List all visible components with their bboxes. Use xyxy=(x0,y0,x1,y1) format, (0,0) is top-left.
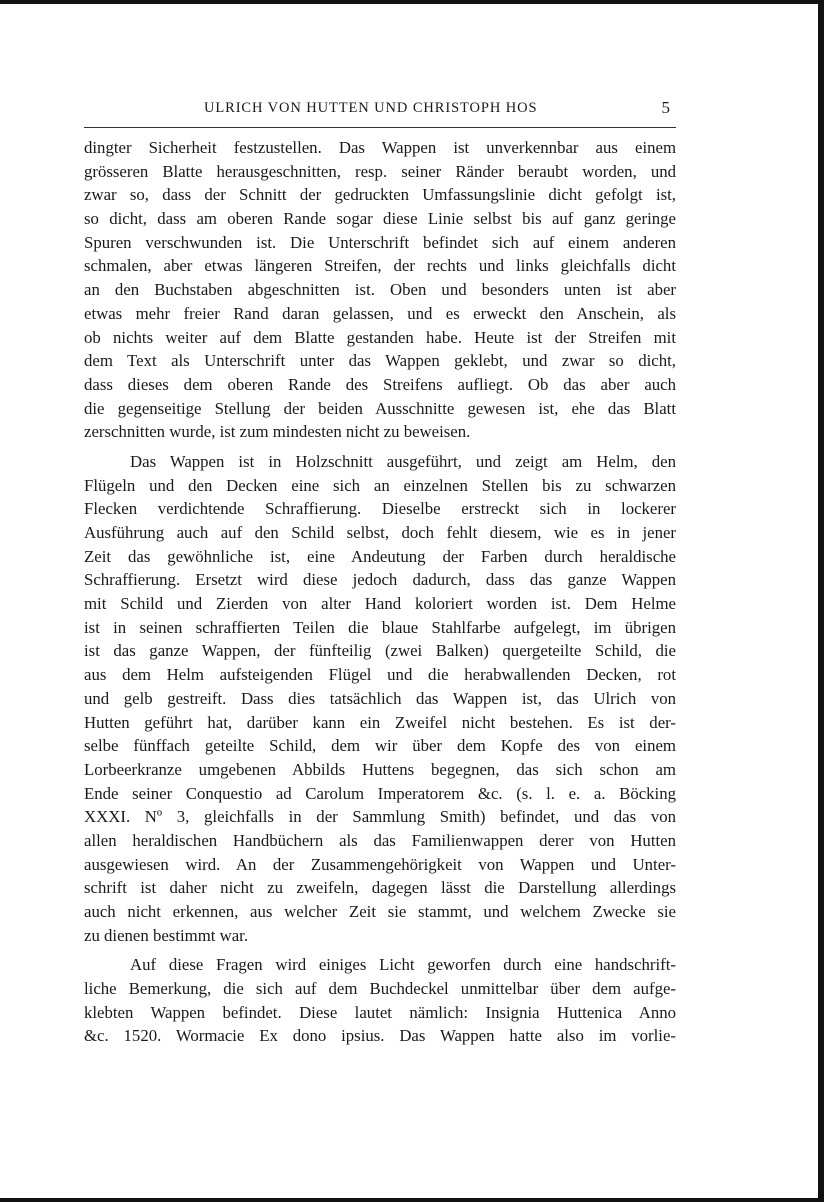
text-line: ausgewiesen wird. An der Zusammengehörigkeit von Wappen und Unter- xyxy=(84,854,676,874)
text-line: Schraffierung. Ersetzt wird diese jedoch dadurch, dass das ganze Wappen xyxy=(84,570,676,590)
scan-border-top xyxy=(0,0,824,4)
body-text xyxy=(84,136,676,1048)
text-line: so dicht, dass am oberen Rande sogar diese Linie selbst bis auf ganz geringe xyxy=(84,209,676,229)
text-line: Zeit das gewöhnliche ist, eine Andeutung der Farben durch heraldische xyxy=(84,546,676,566)
text-line: zu dienen bestimmt war. xyxy=(84,925,249,945)
text-line: grösseren Blatte herausgeschnitten, resp. seiner Ränder beraubt worden, und xyxy=(84,161,676,181)
text-line: dem Text als Unterschrift unter das Wappen geklebt, und zwar so dicht, xyxy=(84,351,676,371)
text-line: zwar so, dass der Schnitt der gedruckten Umfassungslinie dicht gefolgt ist, xyxy=(84,185,676,205)
text-line: Spuren verschwunden ist. Die Unterschrift befindet sich auf einem anderen xyxy=(84,232,676,252)
page-number: 5 xyxy=(661,98,670,117)
text-line: an den Buchstaben abgeschnitten ist. Oben und besonders unten ist aber xyxy=(84,280,676,300)
text-line: schrift ist daher nicht zu zweifeln, dagegen lässt die Darstellung allerdings xyxy=(84,878,676,898)
text-line: aus dem Helm aufsteigenden Flügel und die herabwallenden Decken, rot xyxy=(84,665,676,685)
text-line: die gegenseitige Stellung der beiden Ausschnitte gewesen ist, ehe das Blatt xyxy=(84,398,676,418)
scan-border-right xyxy=(818,0,824,1202)
paragraph-1 xyxy=(84,136,676,444)
header-rule xyxy=(84,127,676,128)
text-line: etwas mehr freier Rand daran gelassen, und es erweckt den Anschein, als xyxy=(84,303,676,323)
text-line: Auf diese Fragen wird einiges Licht geworfen durch eine handschrift- xyxy=(130,955,676,975)
text-line: zerschnitten wurde, ist zum mindesten nicht zu beweisen. xyxy=(84,422,471,442)
text-line: Ausführung auch auf den Schild selbst, doch fehlt diesem, wie es in jener xyxy=(84,523,676,542)
text-line: auch nicht erkennen, aus welcher Zeit sie stammt, und welchem Zwecke sie xyxy=(84,902,676,921)
text-line: liche Bemerkung, die sich auf dem Buchdeckel unmittelbar über dem aufge- xyxy=(84,979,676,999)
text-line: mit Schild und Zierden von alter Hand koloriert worden ist. Dem Helme xyxy=(84,594,676,614)
text-line: &c. 1520. Wormacie Ex dono ipsius. Das Wappen hatte also im vorlie- xyxy=(84,1026,676,1046)
text-line: ob nichts weiter auf dem Blatte gestanden habe. Heute ist der Streifen mit xyxy=(84,327,676,347)
running-header xyxy=(84,98,676,124)
paragraph-2 xyxy=(84,450,676,947)
text-line: Hutten geführt hat, darüber kann ein Zweifel nicht bestehen. Es ist der- xyxy=(84,712,676,732)
text-line: dingter Sicherheit festzustellen. Das Wappen ist unverkennbar aus einem xyxy=(84,138,676,157)
text-line: und gelb gestreift. Dass dies tatsächlich das Wappen ist, das Ulrich von xyxy=(84,688,676,708)
text-line: Flügeln und den Decken eine sich an einzelnen Stellen bis zu schwarzen xyxy=(84,475,676,495)
text-line: Lorbeerkranze umgebenen Abbilds Huttens begegnen, das sich schon am xyxy=(84,759,676,779)
text-line: ist das ganze Wappen, der fünfteilig (zwei Balken) quergeteilte Schild, die xyxy=(84,641,676,661)
text-line: Das Wappen ist in Holzschnitt ausgeführt, und zeigt am Helm, den xyxy=(130,451,676,471)
text-line: ist in seinen schraffierten Teilen die blaue Stahlfarbe aufgelegt, im übrigen xyxy=(84,617,676,637)
text-line: XXXI. Nº 3, gleichfalls in der Sammlung Smith) befindet, und das von xyxy=(84,807,676,827)
text-line: Ende seiner Conquestio ad Carolum Imperatorem &c. (s. l. e. a. Böcking xyxy=(84,783,676,803)
text-line: dass dieses dem oberen Rande des Streifens aufliegt. Ob das aber auch xyxy=(84,374,676,394)
scan-border-bottom xyxy=(0,1198,824,1202)
running-title: ULRICH VON HUTTEN UND CHRISTOPH HOS xyxy=(204,100,538,116)
text-line: klebten Wappen befindet. Diese lautet nämlich: Insignia Huttenica Anno xyxy=(84,1002,676,1022)
text-line: schmalen, aber etwas längeren Streifen, der rechts und links gleichfalls dicht xyxy=(84,256,676,276)
paragraph-3 xyxy=(84,953,676,1048)
text-line: allen heraldischen Handbüchern als das Familienwappen derer von Hutten xyxy=(84,830,676,850)
text-line: selbe fünffach geteilte Schild, dem wir über dem Kopfe des von einem xyxy=(84,736,676,756)
text-line: Flecken verdichtende Schraffierung. Dieselbe erstreckt sich in lockerer xyxy=(84,499,676,519)
